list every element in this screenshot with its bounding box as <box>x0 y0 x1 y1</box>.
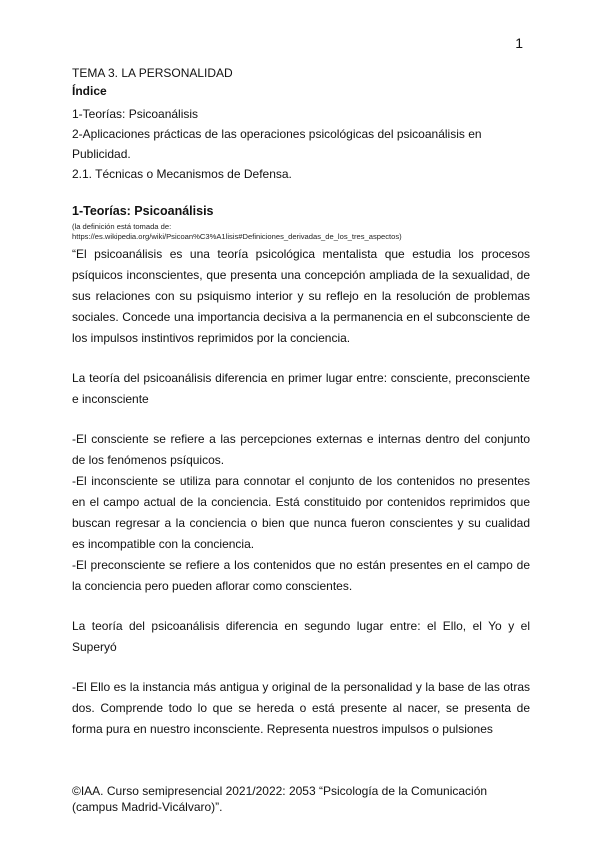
paragraph-first-distinction: La teoría del psicoanálisis diferencia en primer lugar entre: consciente, preconsciente e inconsciente <box>72 371 530 406</box>
index-item: 1-Teorías: Psicoanálisis <box>72 107 199 121</box>
source-note-line: (la definición está tomada de: <box>72 222 172 231</box>
page-footer <box>72 783 532 815</box>
index-item: 2-Aplicaciones prácticas de las operaciones psicológicas del psicoanálisis en Publicidad. <box>72 127 482 161</box>
paragraph-ello: -El Ello es la instancia más antigua y original de la personalidad y la base de las otras dos. Comprende todo lo que se hereda o está presente al nacer, se presenta de forma pura en nuestro inconsciente. Representa nuestros impulsos o pulsiones <box>72 680 530 736</box>
paragraph-preconsciente: -El preconsciente se refiere a los contenidos que no están presentes en el campo de la conciencia pero pueden aflorar como conscientes. <box>72 558 530 593</box>
topic-title: TEMA 3. LA PERSONALIDAD <box>72 66 233 80</box>
paragraph-definition: “El psicoanálisis es una teoría psicológica mentalista que estudia los procesos psíquicos inconscientes, que presenta una concepción ampliada de la sexualidad, de sus relaciones con su psiquismo interior y su reflejo en la resolución de problemas sociales. Concede una importancia decisiva a la permanencia en el subconsciente de los impulsos instintivos reprimidos por la conciencia. <box>72 247 530 345</box>
source-note-link[interactable]: https://es.wikipedia.org/wiki/Psicoan%C3%A1lisis#Definiciones_derivadas_de_los_tres_aspectos) <box>72 232 402 241</box>
document-body <box>72 66 530 740</box>
footer-line: (campus Madrid-Vicálvaro)”. <box>72 800 223 814</box>
index-list <box>72 104 530 184</box>
paragraph-inconsciente: -El inconsciente se utiliza para connotar el conjunto de los contenidos no presentes en el campo actual de la conciencia. Está constituido por contenidos reprimidos que buscan regresar a la conciencia o bien que nunca fueron conscientes y su cualidad es incompatible con la conciencia. <box>72 474 530 551</box>
section-heading: 1-Teorías: Psicoanálisis <box>72 204 214 218</box>
paragraph-second-distinction: La teoría del psicoanálisis diferencia en segundo lugar entre: el Ello, el Yo y el Superyó <box>72 619 530 654</box>
index-item: 2.1. Técnicas o Mecanismos de Defensa. <box>72 167 292 181</box>
paragraph-consciente: -El consciente se refiere a las percepciones externas e internas dentro del conjunto de los fenómenos psíquicos. <box>72 432 530 467</box>
page-number: 1 <box>515 35 523 51</box>
index-title: Índice <box>72 84 107 98</box>
footer-line: ©IAA. Curso semipresencial 2021/2022: 2053 “Psicología de la Comunicación <box>72 784 488 798</box>
source-note <box>72 222 530 242</box>
